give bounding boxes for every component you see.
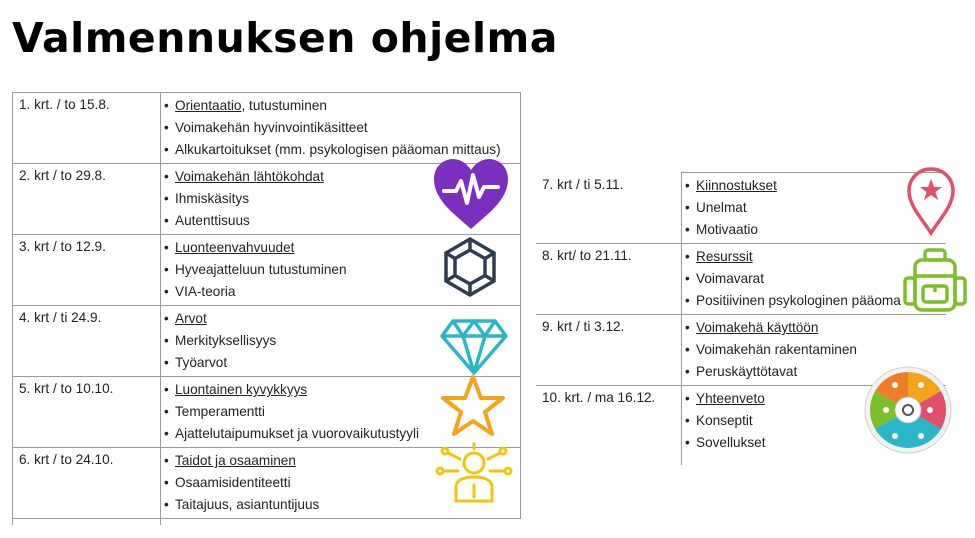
- topic-heading: • Kiinnostukset: [682, 176, 946, 198]
- topic-item: • VIA-teoria: [161, 282, 520, 304]
- voimakeha-wheel-icon: [864, 366, 952, 454]
- topic-item: • Taitajuus, asiantuntijuus: [161, 495, 520, 517]
- session-date: 2. krt / to 29.8.: [13, 164, 161, 235]
- topic-item: • Osaamisidentiteetti: [161, 473, 520, 495]
- topic-item: • Autenttisuus: [161, 211, 520, 233]
- session-date: 3. krt / to 12.9.: [13, 235, 161, 306]
- topic-heading: • Luontainen kyvykkyys: [161, 380, 520, 402]
- topic-item: • Positiivinen psykologinen pääoma: [682, 291, 946, 313]
- page-title: Valmennuksen ohjelma: [12, 14, 558, 62]
- topic-heading: • Resurssit: [682, 247, 946, 269]
- star-icon: [440, 374, 506, 438]
- session-date: 4. krt / ti 24.9.: [13, 306, 161, 377]
- topic-heading: • Yhteenveto: [682, 389, 946, 411]
- topic-heading: • Arvot: [161, 309, 520, 331]
- heart-pulse-icon: [432, 157, 510, 231]
- topic-item: • Hyveajatteluun tutustuminen: [161, 260, 520, 282]
- topic-heading: • Voimakehä käyttöön: [682, 318, 946, 340]
- topic-item: • Sovellukset: [682, 433, 946, 455]
- session-row: [536, 173, 946, 244]
- topic-item: • Motivaatio: [682, 220, 946, 242]
- session-date: 10. krt. / ma 16.12.: [536, 386, 682, 457]
- session-date: 1. krt. / to 15.8.: [13, 93, 161, 164]
- chain-ring-icon: [439, 236, 501, 298]
- session-date: 8. krt/ to 21.11.: [536, 244, 682, 315]
- topic-item: • Unelmat: [682, 198, 946, 220]
- session-row: [13, 93, 521, 164]
- topic-item: • Orientaatio, tutustuminen: [161, 96, 520, 118]
- topic-item: • Peruskäyttötavat: [682, 362, 946, 384]
- topic-item: • Ajattelutaipumukset ja vuorovaikutustyyli: [161, 424, 520, 446]
- topic-heading: • Voimakehän lähtökohdat: [161, 167, 520, 189]
- map-pin-star-icon: [905, 166, 957, 236]
- topic-item: • Voimavarat: [682, 269, 946, 291]
- expert-person-icon: [434, 441, 514, 505]
- session-row: [536, 244, 946, 315]
- diamond-icon: [439, 318, 509, 376]
- topic-item: • Merkityksellisyys: [161, 331, 520, 353]
- topic-item: • Temperamentti: [161, 402, 520, 424]
- topic-item: • Ihmiskäsitys: [161, 189, 520, 211]
- topic-heading: • Taidot ja osaaminen: [161, 451, 520, 473]
- topic-item: • Työarvot: [161, 353, 520, 375]
- topic-heading: • Luonteenvahvuudet: [161, 238, 520, 260]
- topic-item: • Voimakehän rakentaminen: [682, 340, 946, 362]
- topic-link: Orientaatio: [175, 98, 242, 113]
- session-date: 7. krt / ti 5.11.: [536, 173, 682, 244]
- backpack-icon: [901, 246, 969, 314]
- topic-item: • Konseptit: [682, 411, 946, 433]
- session-date: 5. krt / to 10.10.: [13, 377, 161, 448]
- session-date: 6. krt / to 24.10.: [13, 448, 161, 519]
- session-date: 9. krt / ti 3.12.: [536, 315, 682, 386]
- topic-item: • Voimakehän hyvinvointikäsitteet: [161, 118, 520, 140]
- topic-item: • Alkukartoitukset (mm. psykologisen pääoman mittaus): [161, 140, 520, 162]
